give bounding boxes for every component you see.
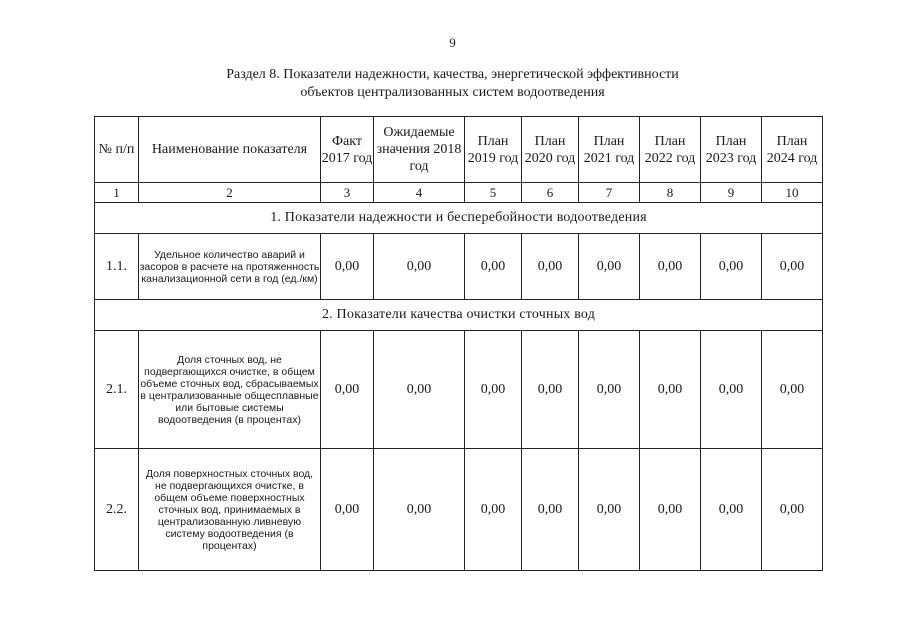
header-row	[95, 117, 823, 183]
indicators-table	[94, 116, 823, 571]
section-heading: 1. Показатели надежности и бесперебойности водоотведения	[95, 203, 823, 234]
header-col: Ожидаемые значения 2018 год	[374, 117, 465, 183]
value-cell: 0,00	[522, 331, 579, 449]
indicator-name: Доля сточных вод, не подвергающихся очистке, в общем объеме сточных вод, сбрасываемых в централизованные общесплавные или бытовые системы водоотведения (в процентах)	[139, 331, 321, 449]
section-row-2	[95, 300, 823, 331]
value-cell: 0,00	[640, 234, 701, 300]
column-number: 9	[701, 183, 762, 203]
value-cell: 0,00	[579, 234, 640, 300]
column-number: 3	[321, 183, 374, 203]
value-cell: 0,00	[579, 449, 640, 571]
column-number: 5	[465, 183, 522, 203]
title-line-2: объектов централизованных систем водоотведения	[300, 85, 605, 100]
column-number: 6	[522, 183, 579, 203]
header-name: Наименование показателя	[139, 117, 321, 183]
value-cell: 0,00	[762, 449, 823, 571]
value-cell: 0,00	[701, 234, 762, 300]
indicator-name: Доля поверхностных сточных вод, не подвергающихся очистке, в общем объеме поверхностных сточных вод, принимаемых в централизованную ливневую систему водоотведения (в процентах)	[139, 449, 321, 571]
value-cell: 0,00	[762, 234, 823, 300]
table-row	[95, 449, 823, 571]
header-col: План 2024 год	[762, 117, 823, 183]
indicator-name: Удельное количество аварий и засоров в расчете на протяженность канализационной сети в год (ед./км)	[139, 234, 321, 300]
value-cell: 0,00	[465, 449, 522, 571]
table-row	[95, 331, 823, 449]
column-number: 4	[374, 183, 465, 203]
value-cell: 0,00	[640, 331, 701, 449]
value-cell: 0,00	[321, 331, 374, 449]
value-cell: 0,00	[374, 449, 465, 571]
page-number: 9	[449, 35, 456, 50]
column-number: 10	[762, 183, 823, 203]
title-line-1: Раздел 8. Показатели надежности, качества, энергетической эффективности	[226, 67, 679, 82]
value-cell: 0,00	[522, 449, 579, 571]
value-cell: 0,00	[465, 331, 522, 449]
value-cell: 0,00	[374, 331, 465, 449]
column-number-row	[95, 183, 823, 203]
column-number: 1	[95, 183, 139, 203]
value-cell: 0,00	[321, 234, 374, 300]
section-row-1	[95, 203, 823, 234]
header-col: План 2019 год	[465, 117, 522, 183]
row-number: 2.1.	[95, 331, 139, 449]
header-col: План 2023 год	[701, 117, 762, 183]
value-cell: 0,00	[762, 331, 823, 449]
value-cell: 0,00	[701, 331, 762, 449]
header-col: План 2022 год	[640, 117, 701, 183]
value-cell: 0,00	[374, 234, 465, 300]
header-col: План 2021 год	[579, 117, 640, 183]
value-cell: 0,00	[522, 234, 579, 300]
value-cell: 0,00	[640, 449, 701, 571]
table-row	[95, 234, 823, 300]
column-number: 8	[640, 183, 701, 203]
header-col: План 2020 год	[522, 117, 579, 183]
section-title	[0, 66, 905, 102]
row-number: 2.2.	[95, 449, 139, 571]
value-cell: 0,00	[321, 449, 374, 571]
value-cell: 0,00	[465, 234, 522, 300]
row-number: 1.1.	[95, 234, 139, 300]
column-number: 2	[139, 183, 321, 203]
header-col: Факт 2017 год	[321, 117, 374, 183]
value-cell: 0,00	[579, 331, 640, 449]
value-cell: 0,00	[701, 449, 762, 571]
column-number: 7	[579, 183, 640, 203]
section-heading: 2. Показатели качества очистки сточных вод	[95, 300, 823, 331]
header-no: № п/п	[95, 117, 139, 183]
